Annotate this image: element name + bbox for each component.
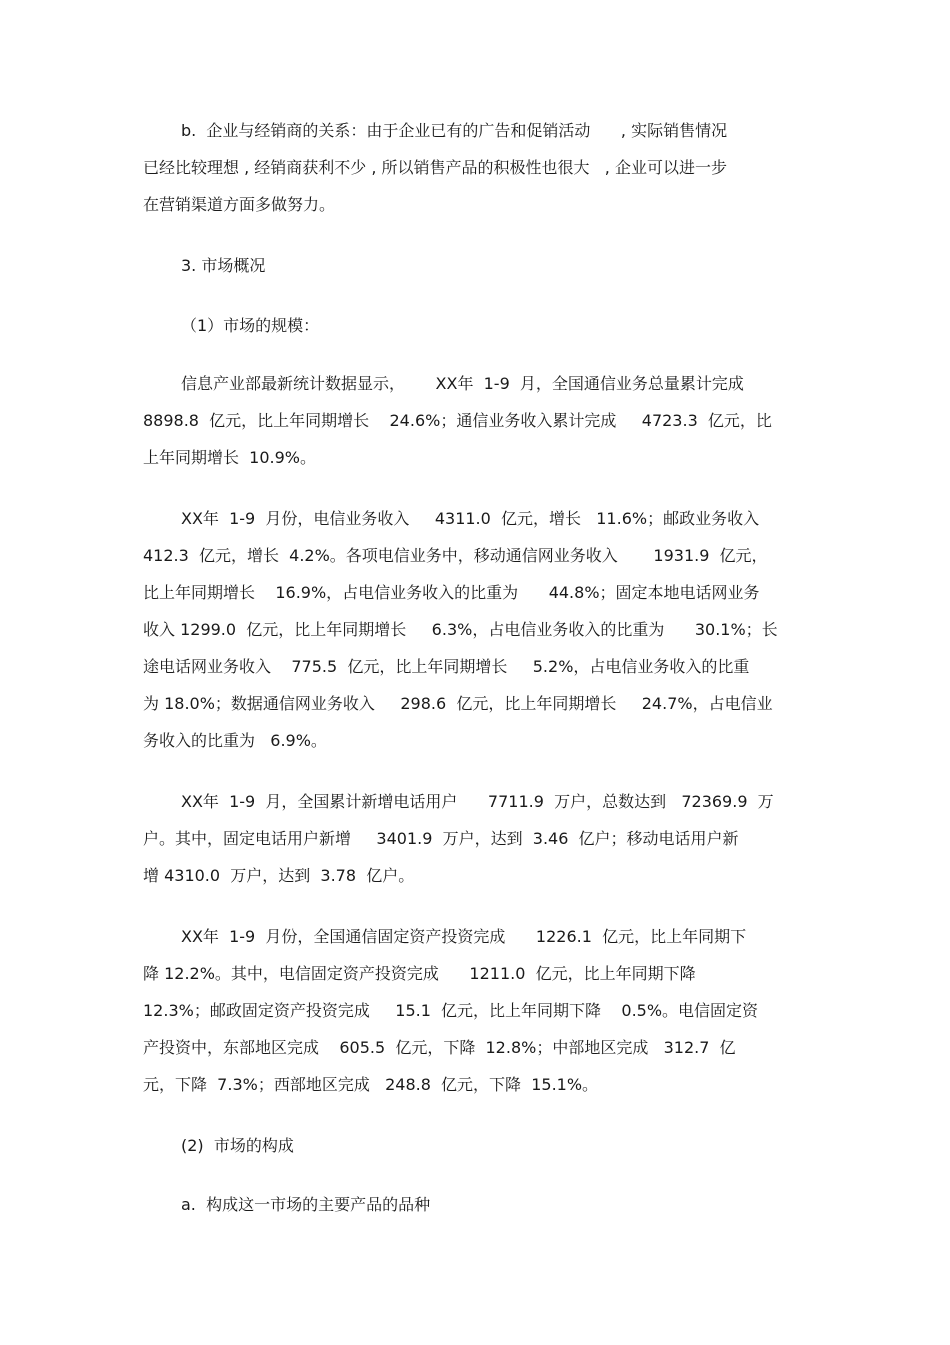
text-line: 8898.8 亿元，比上年同期增长 24.6%；通信业务收入累计完成 4723.3 亿元，比 [143, 411, 772, 430]
text-line: 降 12.2%。其中，电信固定资产投资完成 1211.0 亿元，比上年同期下降 [143, 964, 696, 983]
text-line: 务收入的比重为 6.9%。 [143, 731, 327, 750]
text-line: XX年 1-9 月份，电信业务收入 4311.0 亿元，增长 11.6%；邮政业务收入 [181, 509, 760, 528]
text-line: 已经比较理想 , 经销商获利不少 , 所以销售产品的积极性也很大 , 企业可以进一步 [143, 158, 727, 177]
text-line: XX年 1-9 月份，全国通信固定资产投资完成 1226.1 亿元，比上年同期下 [181, 927, 747, 946]
section-heading: 3. 市场概况 [181, 256, 266, 275]
text-line: 在营销渠道方面多做努力。 [143, 195, 336, 214]
text-line: 途电话网业务收入 775.5 亿元，比上年同期增长 5.2%，占电信业务收入的比重 [143, 657, 750, 676]
subsection-heading: (2) 市场的构成 [181, 1136, 294, 1155]
text-line: 户。其中，固定电话用户新增 3401.9 万户，达到 3.46 亿户；移动电话用户新 [143, 829, 739, 848]
subsection-heading: （1）市场的规模： [181, 316, 320, 335]
text-line: b. 企业与经销商的关系：由于企业已有的广告和促销活动 , 实际销售情况 [181, 121, 728, 140]
text-line: 比上年同期增长 16.9%，占电信业务收入的比重为 44.8%；固定本地电话网业务 [143, 583, 760, 602]
text-line: 12.3%；邮政固定资产投资完成 15.1 亿元，比上年同期下降 0.5%。电信固定资 [143, 1001, 759, 1020]
text-line: XX年 1-9 月，全国累计新增电话用户 7711.9 万户，总数达到 72369.9 万 [181, 792, 774, 811]
text-line: 上年同期增长 10.9%。 [143, 448, 317, 467]
text-line: 收入 1299.0 亿元，比上年同期增长 6.3%，占电信业务收入的比重为 30.1%；长 [143, 620, 778, 639]
text-line: 信息产业部最新统计数据显示， XX年 1-9 月，全国通信业务总量累计完成 [181, 374, 744, 393]
text-line: 产投资中，东部地区完成 605.5 亿元，下降 12.8%；中部地区完成 312.7 亿 [143, 1038, 736, 1057]
text-line: 为 18.0%；数据通信网业务收入 298.6 亿元，比上年同期增长 24.7%，占电信业 [143, 694, 773, 713]
text-line: 元，下降 7.3%；西部地区完成 248.8 亿元，下降 15.1%。 [143, 1075, 599, 1094]
text-line: 增 4310.0 万户，达到 3.78 亿户。 [143, 866, 415, 885]
text-line: 412.3 亿元，增长 4.2%。各项电信业务中，移动通信网业务收入 1931.9 亿元， [143, 546, 768, 565]
subsection-heading: a. 构成这一市场的主要产品的品种 [181, 1195, 431, 1214]
